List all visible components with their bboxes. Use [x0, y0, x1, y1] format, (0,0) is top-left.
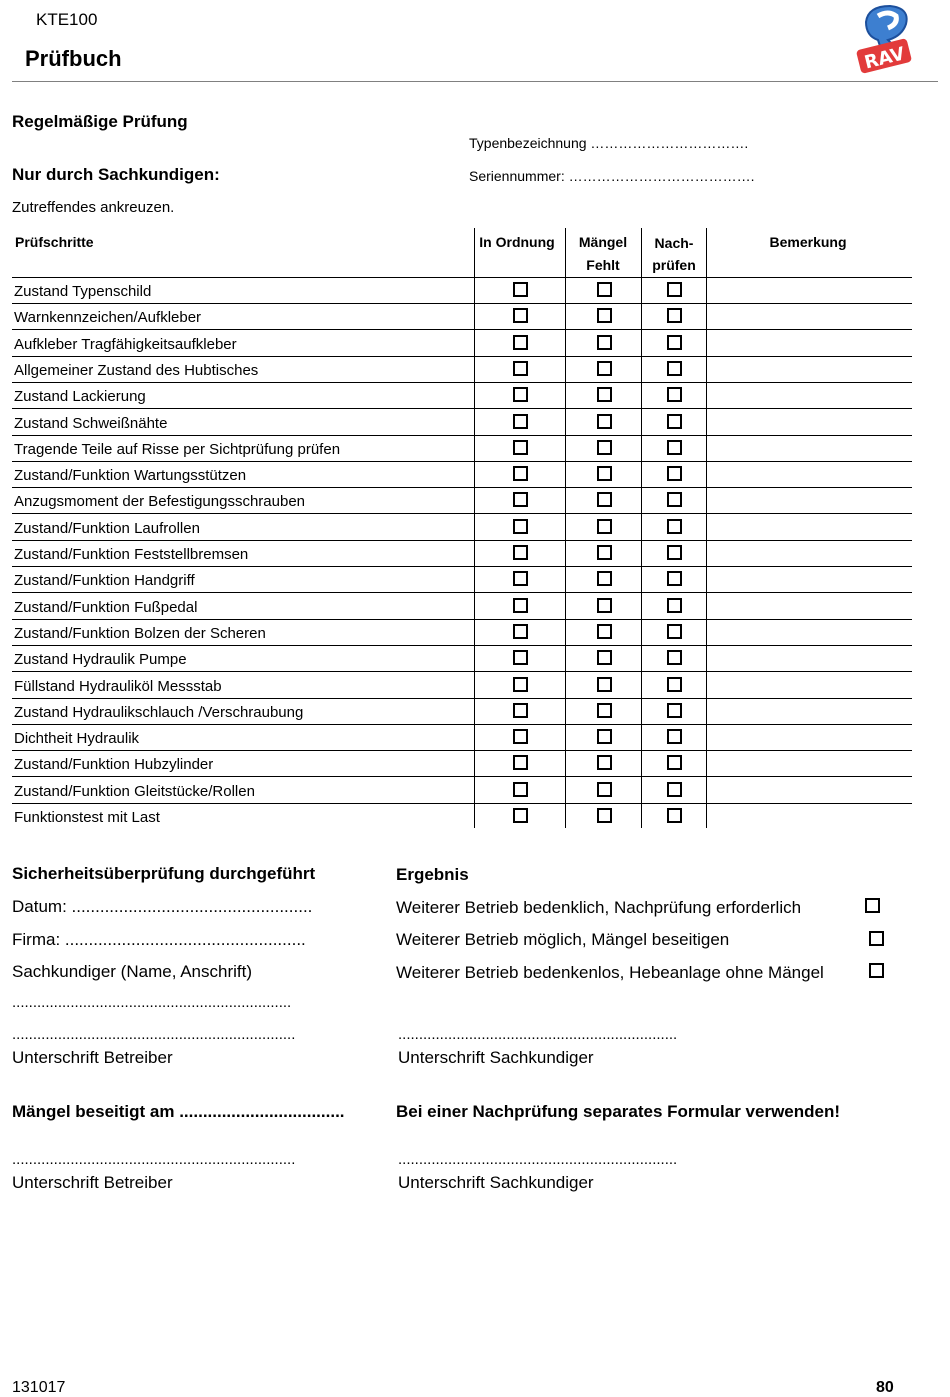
checkbox-defect[interactable] [597, 782, 612, 797]
operator-signature-line-2[interactable]: .................................................................... [12, 1151, 296, 1168]
expert-signature-line-2[interactable]: ................................................................... [398, 1151, 678, 1168]
checkbox-defect[interactable] [597, 571, 612, 586]
remark-cell[interactable] [708, 357, 912, 382]
type-designation-field[interactable]: Typenbezeichnung ……………………………. [469, 135, 749, 151]
checkbox-ok[interactable] [513, 335, 528, 350]
model-name: KTE100 [36, 10, 98, 29]
col-header-ok: In Ordnung [479, 234, 555, 250]
serial-number-field[interactable]: Seriennummer: …………………………………. [469, 168, 755, 184]
result-checkbox-2[interactable] [869, 931, 884, 946]
col-header-steps: Prüfschritte [15, 234, 94, 250]
table-row [12, 488, 912, 514]
checkbox-ok[interactable] [513, 492, 528, 507]
row-label: Zustand/Funktion Laufrollen [14, 519, 200, 537]
table-row [12, 646, 912, 672]
expert-signature-label-2: Unterschrift Sachkundiger [398, 1173, 594, 1192]
remark-cell[interactable] [708, 331, 912, 356]
checkbox-ok[interactable] [513, 755, 528, 770]
checkbox-ok[interactable] [513, 571, 528, 586]
row-label: Zustand/Funktion Fußpedal [14, 598, 198, 616]
row-label: Zustand Lackierung [14, 388, 146, 406]
checkbox-recheck[interactable] [667, 492, 682, 507]
remark-cell[interactable] [708, 725, 912, 750]
checkbox-defect[interactable] [597, 282, 612, 297]
checkbox-recheck[interactable] [667, 677, 682, 692]
checkbox-recheck[interactable] [667, 624, 682, 639]
row-label: Aufkleber Tragfähigkeitsaufkleber [14, 335, 237, 353]
remark-cell[interactable] [708, 646, 912, 671]
checkbox-ok[interactable] [513, 387, 528, 402]
checkbox-recheck[interactable] [667, 571, 682, 586]
result-option-3: Weiterer Betrieb bedenkenlos, Hebeanlage ohne Mängel [396, 963, 824, 982]
checkbox-ok[interactable] [513, 624, 528, 639]
date-field[interactable]: Datum: ................................................... [12, 897, 313, 916]
table-row [12, 278, 912, 304]
result-heading: Ergebnis [396, 865, 469, 884]
checkbox-defect[interactable] [597, 466, 612, 481]
result-option-1: Weiterer Betrieb bedenklich, Nachprüfung erforderlich [396, 898, 802, 917]
remark-cell[interactable] [708, 541, 912, 566]
remark-cell[interactable] [708, 804, 912, 829]
row-label: Füllstand Hydrauliköl Messstab [14, 677, 222, 695]
checkbox-defect[interactable] [597, 519, 612, 534]
checkbox-recheck[interactable] [667, 729, 682, 744]
operator-signature-label: Unterschrift Betreiber [12, 1048, 173, 1067]
remark-cell[interactable] [708, 673, 912, 698]
remark-cell[interactable] [708, 488, 912, 513]
remark-cell[interactable] [708, 778, 912, 803]
table-row [12, 541, 912, 567]
row-label: Zustand Hydraulikschlauch /Verschraubung [14, 703, 304, 721]
checkbox-defect[interactable] [597, 808, 612, 823]
page-title: Prüfbuch [25, 46, 122, 71]
table-row [12, 778, 912, 804]
expert-signature-label: Unterschrift Sachkundiger [398, 1048, 594, 1067]
checkbox-defect[interactable] [597, 387, 612, 402]
checkbox-defect[interactable] [597, 755, 612, 770]
row-label: Zustand/Funktion Wartungsstützen [14, 467, 247, 485]
checkbox-ok[interactable] [513, 729, 528, 744]
remark-cell[interactable] [708, 594, 912, 619]
checkbox-defect[interactable] [597, 545, 612, 560]
checkbox-recheck[interactable] [667, 466, 682, 481]
checkbox-recheck[interactable] [667, 598, 682, 613]
checkbox-recheck[interactable] [667, 414, 682, 429]
col-header-recheck: Nach- [654, 235, 694, 251]
row-label: Allgemeiner Zustand des Hubtisches [14, 361, 259, 379]
checkbox-ok[interactable] [513, 361, 528, 376]
row-label: Zustand/Funktion Gleitstücke/Rollen [14, 782, 255, 800]
row-label: Anzugsmoment der Befestigungsschrauben [14, 493, 306, 511]
page-number: 80 [876, 1379, 894, 1396]
table-row [12, 567, 912, 593]
operator-signature-label-2: Unterschrift Betreiber [12, 1173, 173, 1192]
remark-cell[interactable] [708, 567, 912, 592]
table-row [12, 410, 912, 436]
checkbox-recheck[interactable] [667, 782, 682, 797]
checkbox-recheck[interactable] [667, 519, 682, 534]
table-row [12, 462, 912, 488]
col-header-recheck-2: prüfen [652, 257, 696, 273]
remark-cell[interactable] [708, 620, 912, 645]
checkbox-recheck[interactable] [667, 335, 682, 350]
table-row [12, 383, 912, 409]
logo-text: RAV [862, 43, 907, 74]
rav-logo-icon [852, 2, 916, 74]
defects-fixed-field[interactable]: Mängel beseitigt am ................................... [12, 1102, 345, 1121]
checkbox-recheck[interactable] [667, 282, 682, 297]
checkbox-recheck[interactable] [667, 545, 682, 560]
table-row [12, 699, 912, 725]
table-row [12, 725, 912, 751]
checkbox-recheck[interactable] [667, 703, 682, 718]
instruction-text: Zutreffendes ankreuzen. [12, 199, 175, 216]
company-field[interactable]: Firma: ................................................... [12, 930, 306, 949]
recheck-note: Bei einer Nachprüfung separates Formular verwenden! [396, 1102, 841, 1121]
checkbox-defect[interactable] [597, 703, 612, 718]
table-row [12, 331, 912, 357]
checkbox-ok[interactable] [513, 808, 528, 823]
section-heading: Regelmäßige Prüfung [12, 112, 188, 131]
checkbox-ok[interactable] [513, 414, 528, 429]
table-row [12, 751, 912, 777]
table-row [12, 594, 912, 620]
table-row [12, 515, 912, 541]
table-row [12, 357, 912, 383]
checkbox-defect[interactable] [597, 492, 612, 507]
safety-check-heading: Sicherheitsüberprüfung durchgeführt [12, 864, 316, 883]
checkbox-ok[interactable] [513, 466, 528, 481]
checkbox-defect[interactable] [597, 414, 612, 429]
checkbox-ok[interactable] [513, 677, 528, 692]
row-label: Zustand/Funktion Hubzylinder [14, 756, 214, 774]
remark-cell[interactable] [708, 436, 912, 461]
checkbox-defect[interactable] [597, 440, 612, 455]
remark-cell[interactable] [708, 304, 912, 329]
remark-cell[interactable] [708, 515, 912, 540]
checkbox-ok[interactable] [513, 545, 528, 560]
table-row [12, 804, 912, 830]
table-row [12, 620, 912, 646]
remark-cell[interactable] [708, 410, 912, 435]
row-label: Warnkennzeichen/Aufkleber [14, 309, 202, 327]
checkbox-defect[interactable] [597, 361, 612, 376]
col-header-defect: Mängel [578, 234, 628, 250]
result-checkbox-1[interactable] [865, 898, 880, 913]
row-label: Zustand/Funktion Feststellbremsen [14, 546, 249, 563]
expert-address-field[interactable]: ................................................................... [12, 994, 292, 1011]
checkbox-defect[interactable] [597, 598, 612, 613]
row-label: Zustand Schweißnähte [14, 414, 168, 432]
remark-cell[interactable] [708, 462, 912, 487]
header-divider [12, 81, 938, 82]
col-header-remark: Bemerkung [769, 234, 847, 250]
checkbox-recheck[interactable] [667, 650, 682, 665]
section-subheading: Nur durch Sachkundigen: [12, 165, 220, 184]
row-label: Zustand Typenschild [14, 283, 152, 300]
checkbox-defect[interactable] [597, 677, 612, 692]
checkbox-ok[interactable] [513, 519, 528, 534]
table-row [12, 304, 912, 330]
result-option-2: Weiterer Betrieb möglich, Mängel beseitigen [396, 930, 730, 949]
checkbox-recheck[interactable] [667, 440, 682, 455]
checkbox-recheck[interactable] [667, 808, 682, 823]
expert-signature-line[interactable]: ................................................................... [398, 1026, 678, 1043]
checkbox-defect[interactable] [597, 729, 612, 744]
row-label: Funktionstest mit Last [14, 809, 160, 826]
operator-signature-line[interactable]: .................................................................... [12, 1026, 296, 1043]
checkbox-defect[interactable] [597, 650, 612, 665]
checkbox-recheck[interactable] [667, 755, 682, 770]
remark-cell[interactable] [708, 699, 912, 724]
row-label: Tragende Teile auf Risse per Sichtprüfung prüfen [14, 440, 341, 458]
checkbox-ok[interactable] [513, 703, 528, 718]
table-row [12, 436, 912, 462]
checkbox-ok[interactable] [513, 282, 528, 297]
row-label: Dichtheit Hydraulik [14, 730, 140, 748]
result-checkbox-3[interactable] [869, 963, 884, 978]
remark-cell[interactable] [708, 383, 912, 408]
remark-cell[interactable] [708, 278, 912, 303]
table-row [12, 673, 912, 699]
checkbox-defect[interactable] [597, 308, 612, 323]
checkbox-recheck[interactable] [667, 308, 682, 323]
checkbox-defect[interactable] [597, 624, 612, 639]
row-label: Zustand/Funktion Bolzen der Scheren [14, 624, 266, 642]
row-label: Zustand Hydraulik Pumpe [14, 651, 187, 669]
checkbox-recheck[interactable] [667, 361, 682, 376]
remark-cell[interactable] [708, 751, 912, 776]
expert-label: Sachkundiger (Name, Anschrift) [12, 962, 252, 981]
checkbox-ok[interactable] [513, 598, 528, 613]
checkbox-ok[interactable] [513, 650, 528, 665]
checkbox-ok[interactable] [513, 308, 528, 323]
document-number: 131017 [12, 1379, 66, 1396]
checkbox-recheck[interactable] [667, 387, 682, 402]
checkbox-ok[interactable] [513, 440, 528, 455]
row-label: Zustand/Funktion Handgriff [14, 572, 195, 590]
checkbox-ok[interactable] [513, 782, 528, 797]
col-header-defect-2: Fehlt [586, 257, 620, 273]
checkbox-defect[interactable] [597, 335, 612, 350]
